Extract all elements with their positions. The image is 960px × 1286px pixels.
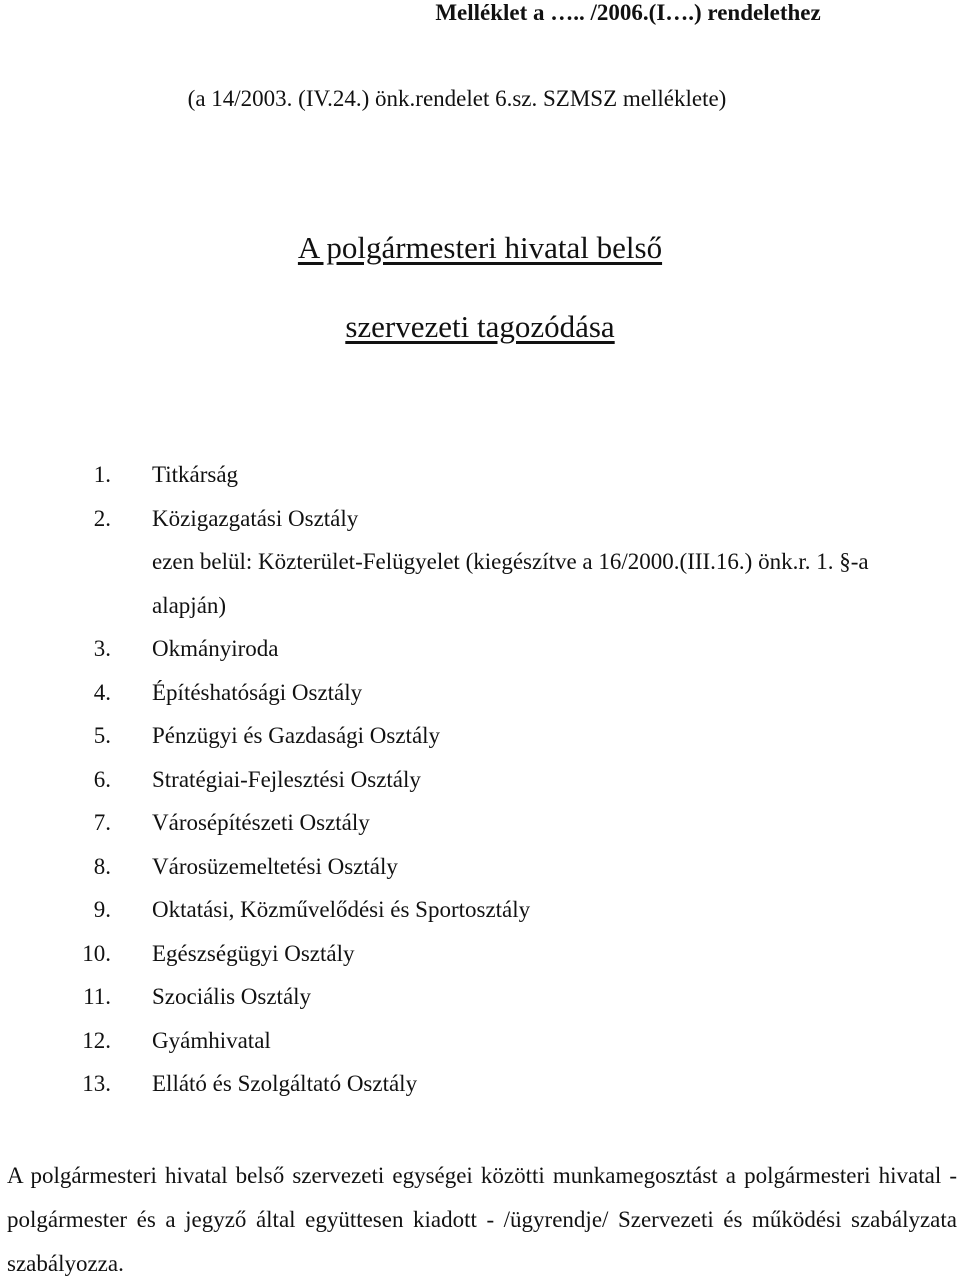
list-item-number: 11. [83, 984, 111, 1009]
list-item-number: 13. [82, 1071, 111, 1096]
list-item-number: 1. [93, 462, 111, 487]
list-item-label: Ellátó és Szolgáltató Osztály [152, 1071, 418, 1096]
list-item-number: 7. [93, 810, 111, 835]
list-item-number: 9. [93, 897, 111, 922]
document-title-line-2 [0, 309, 960, 345]
list-item-number: 10. [82, 941, 111, 966]
list-item-label: Városépítészeti Osztály [152, 810, 370, 835]
list-item-label: Titkárság [152, 462, 239, 487]
list-item-label: Pénzügyi és Gazdasági Osztály [152, 723, 441, 748]
annex-reference-text: Melléklet a ….. /2006.(I….) rendelethez [435, 0, 821, 25]
list-item-label: Okmányiroda [152, 636, 279, 661]
list-item-label: Építéshatósági Osztály [152, 680, 363, 705]
list-item-number: 6. [93, 767, 111, 792]
closing-paragraph: A polgármesteri hivatal belső szervezeti egységei közötti munkamegosztást a polgármesteri hivatal - polgármester és a jegyző által együttesen kiadott - /ügyrendje/ Szervezeti és működési szabályzata szabályozza. [7, 1163, 957, 1276]
list-item-number: 8. [93, 854, 111, 879]
list-item-label: Közigazgatási Osztály [152, 506, 359, 531]
list-item-number: 3. [93, 636, 111, 661]
list-item-note-line-2: alapján) [152, 593, 227, 618]
list-item-label: Városüzemeltetési Osztály [152, 854, 398, 879]
list-item-label: Oktatási, Közművelődési és Sportosztály [152, 897, 531, 922]
document-title-line-1 [0, 230, 960, 266]
list-item-number: 12. [82, 1028, 111, 1053]
annex-reference-line [0, 0, 960, 26]
list-item-label: Szociális Osztály [152, 984, 312, 1009]
list-item-label: Stratégiai-Fejlesztési Osztály [152, 767, 421, 792]
list-item-note-line-1: ezen belül: Közterület-Felügyelet (kiegészítve a 16/2000.(III.16.) önk.r. 1. §-a [152, 549, 869, 574]
regulation-reference-line [0, 86, 960, 112]
list-item-label: Egészségügyi Osztály [152, 941, 355, 966]
list-item-number: 2. [93, 506, 111, 531]
regulation-reference-text: (a 14/2003. (IV.24.) önk.rendelet 6.sz. SZMSZ melléklete) [187, 86, 727, 111]
title-text-1: A polgármesteri hivatal belső [297, 230, 663, 265]
list-item-number: 5. [93, 723, 111, 748]
list-item-number: 4. [93, 680, 111, 705]
list-item-label: Gyámhivatal [152, 1028, 271, 1053]
title-text-2: szervezeti tagozódása [345, 309, 615, 344]
